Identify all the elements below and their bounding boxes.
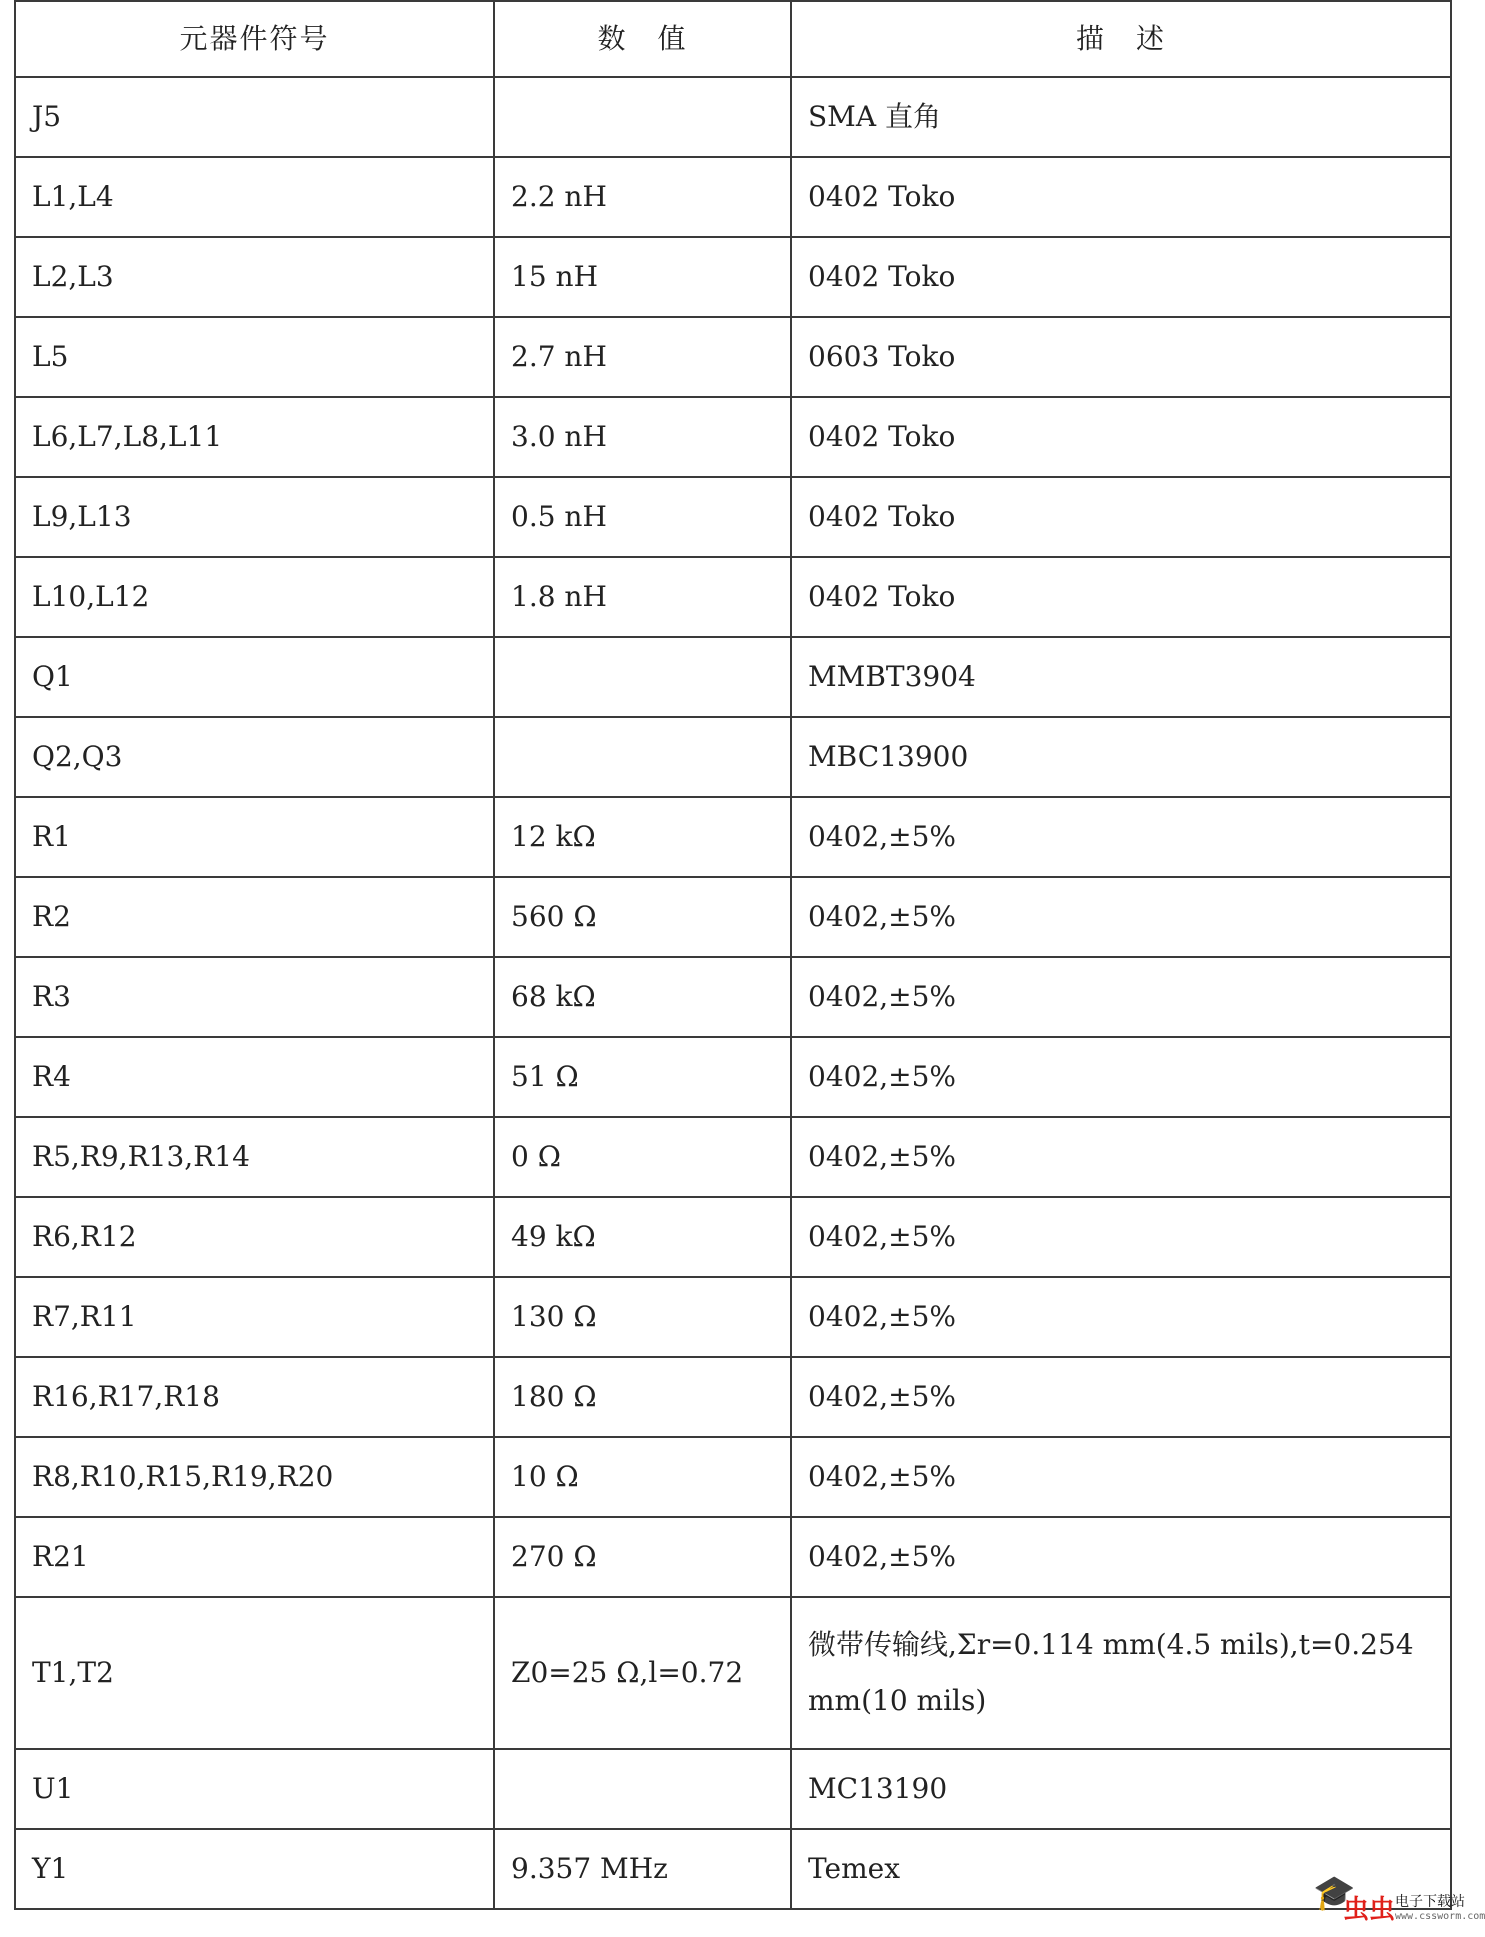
cell-value: 2.2 nH	[494, 157, 791, 237]
cell-designator: R2	[15, 877, 494, 957]
cell-designator: Q2,Q3	[15, 717, 494, 797]
table-row	[15, 1829, 1451, 1909]
cell-description: 0402 Toko	[791, 557, 1451, 637]
cell-designator: L9,L13	[15, 477, 494, 557]
cell-description: 0402,±5%	[791, 797, 1451, 877]
cell-value: 180 Ω	[494, 1357, 791, 1437]
cell-description: 0402 Toko	[791, 157, 1451, 237]
table-row	[15, 557, 1451, 637]
cell-description: MMBT3904	[791, 637, 1451, 717]
cell-designator: R16,R17,R18	[15, 1357, 494, 1437]
cell-designator: U1	[15, 1749, 494, 1829]
table-row	[15, 1517, 1451, 1597]
cell-value	[494, 1749, 791, 1829]
cell-description: 0402,±5%	[791, 1357, 1451, 1437]
cell-description: 0402,±5%	[791, 1197, 1451, 1277]
cell-description: 0402 Toko	[791, 397, 1451, 477]
cell-value	[494, 717, 791, 797]
cell-description: 0402,±5%	[791, 877, 1451, 957]
cell-value: 560 Ω	[494, 877, 791, 957]
cell-description: MBC13900	[791, 717, 1451, 797]
cell-designator: L2,L3	[15, 237, 494, 317]
cell-designator: L1,L4	[15, 157, 494, 237]
cell-value: 0 Ω	[494, 1117, 791, 1197]
cell-value: 12 kΩ	[494, 797, 791, 877]
cell-value	[494, 637, 791, 717]
cell-description: 0402,±5%	[791, 1037, 1451, 1117]
table-header-row	[15, 1, 1451, 77]
cell-value: 51 Ω	[494, 1037, 791, 1117]
cell-designator: R8,R10,R15,R19,R20	[15, 1437, 494, 1517]
table-row	[15, 797, 1451, 877]
cell-description: 微带传输线,Σr=0.114 mm(4.5 mils),t=0.254 mm(10 mils)	[791, 1597, 1451, 1749]
site-watermark	[1313, 1873, 1485, 1933]
cell-value: 270 Ω	[494, 1517, 791, 1597]
table-row	[15, 1277, 1451, 1357]
cell-value: 49 kΩ	[494, 1197, 791, 1277]
cell-description: Temex	[791, 1829, 1451, 1909]
cell-designator: R5,R9,R13,R14	[15, 1117, 494, 1197]
cell-value: 3.0 nH	[494, 397, 791, 477]
cell-designator: R6,R12	[15, 1197, 494, 1277]
cell-designator: R21	[15, 1517, 494, 1597]
table-row	[15, 1197, 1451, 1277]
table-row	[15, 397, 1451, 477]
table-row	[15, 1037, 1451, 1117]
cell-value: 10 Ω	[494, 1437, 791, 1517]
table-row	[15, 157, 1451, 237]
component-table	[14, 0, 1452, 1910]
cell-value: 68 kΩ	[494, 957, 791, 1037]
header-value: 数 值	[494, 1, 791, 77]
table-row	[15, 1437, 1451, 1517]
table-row	[15, 957, 1451, 1037]
cell-designator: R3	[15, 957, 494, 1037]
table-row	[15, 1597, 1451, 1749]
watermark-url: www.cssworm.com	[1395, 1911, 1485, 1922]
table-row	[15, 1117, 1451, 1197]
cell-designator: T1,T2	[15, 1597, 494, 1749]
cell-value: 1.8 nH	[494, 557, 791, 637]
graduation-cap-icon: 🎓	[1313, 1873, 1356, 1913]
cell-value: Z0=25 Ω,l=0.72	[494, 1597, 791, 1749]
cell-value: 9.357 MHz	[494, 1829, 791, 1909]
cell-designator: R7,R11	[15, 1277, 494, 1357]
cell-description: MC13190	[791, 1749, 1451, 1829]
table-row	[15, 637, 1451, 717]
cell-description: 0402,±5%	[791, 957, 1451, 1037]
cell-designator: L10,L12	[15, 557, 494, 637]
header-designator: 元器件符号	[15, 1, 494, 77]
cell-description: 0603 Toko	[791, 317, 1451, 397]
cell-description: 0402 Toko	[791, 237, 1451, 317]
cell-value: 130 Ω	[494, 1277, 791, 1357]
table-row	[15, 877, 1451, 957]
header-description: 描 述	[791, 1, 1451, 77]
cell-value: 0.5 nH	[494, 477, 791, 557]
table-row	[15, 1749, 1451, 1829]
table-row	[15, 477, 1451, 557]
watermark-brand: 虫虫	[1343, 1895, 1396, 1925]
table-row	[15, 1357, 1451, 1437]
cell-description: 0402,±5%	[791, 1437, 1451, 1517]
cell-designator: Y1	[15, 1829, 494, 1909]
cell-description: 0402,±5%	[791, 1517, 1451, 1597]
table-row	[15, 317, 1451, 397]
cell-description: SMA 直角	[791, 77, 1451, 157]
cell-value: 15 nH	[494, 237, 791, 317]
cell-description: 0402,±5%	[791, 1117, 1451, 1197]
cell-value	[494, 77, 791, 157]
table-row	[15, 717, 1451, 797]
cell-designator: J5	[15, 77, 494, 157]
cell-designator: L5	[15, 317, 494, 397]
table-row	[15, 77, 1451, 157]
table-row	[15, 237, 1451, 317]
cell-designator: Q1	[15, 637, 494, 717]
cell-description: 0402 Toko	[791, 477, 1451, 557]
cell-description: 0402,±5%	[791, 1277, 1451, 1357]
cell-designator: L6,L7,L8,L11	[15, 397, 494, 477]
watermark-text: 电子下载站	[1395, 1894, 1465, 1910]
cell-designator: R1	[15, 797, 494, 877]
cell-designator: R4	[15, 1037, 494, 1117]
cell-value: 2.7 nH	[494, 317, 791, 397]
